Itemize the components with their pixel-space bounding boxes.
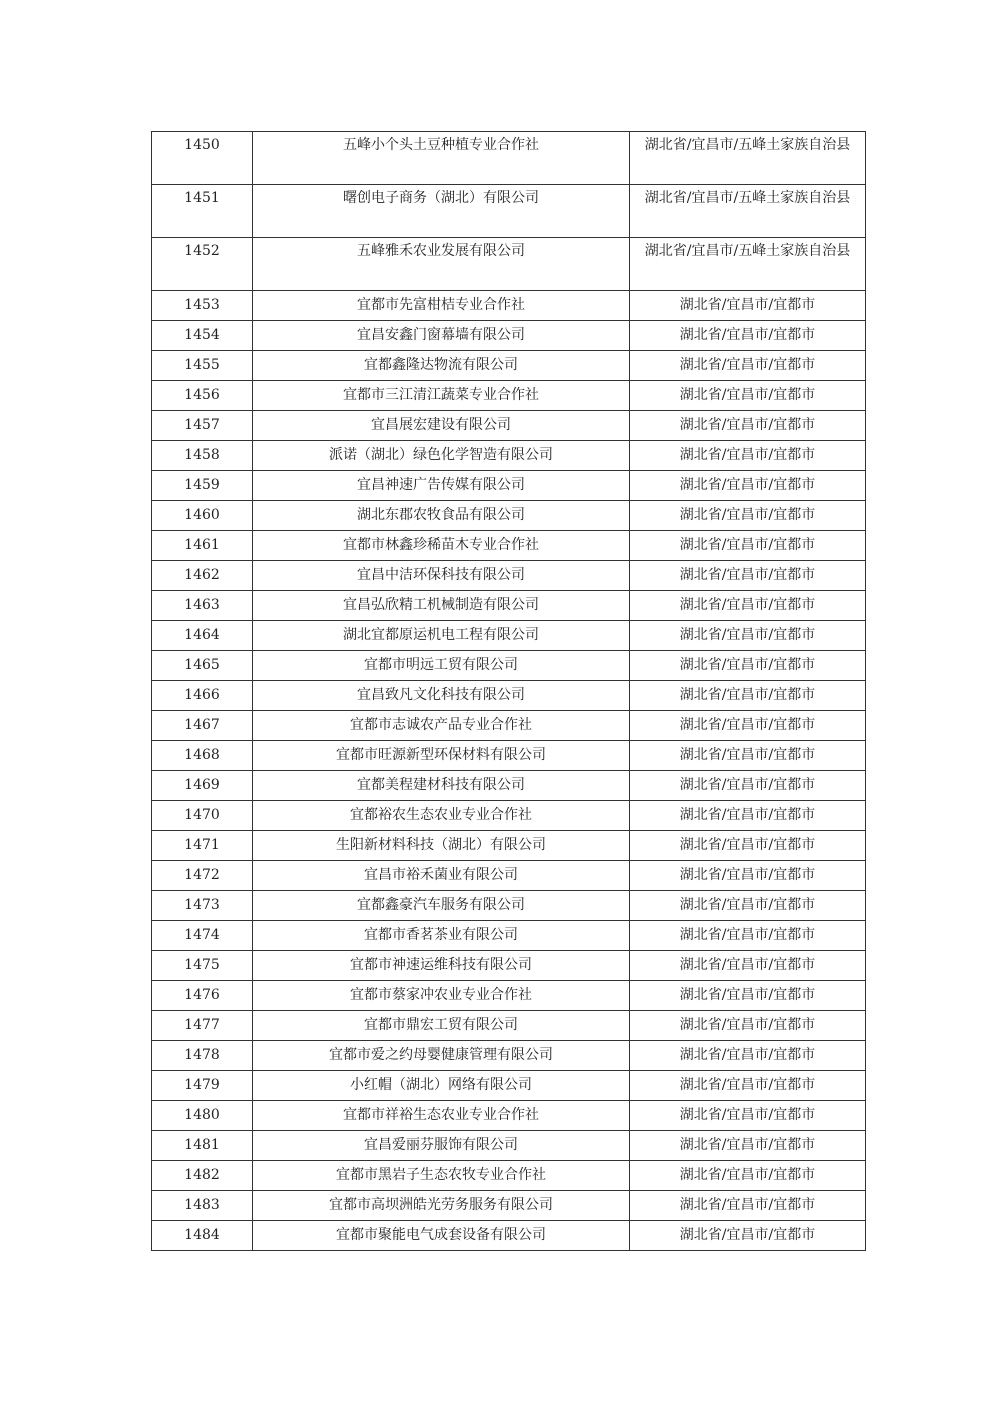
company-name: 湖北东郡农牧食品有限公司 [253,501,630,531]
company-name: 宜昌市裕禾菌业有限公司 [253,861,630,891]
region-cell: 湖北省/宜昌市/宜都市 [630,471,866,501]
row-number: 1483 [152,1191,253,1221]
row-number: 1458 [152,441,253,471]
row-number: 1470 [152,801,253,831]
region-cell: 湖北省/宜昌市/宜都市 [630,411,866,441]
table-row [152,651,866,681]
table-row [152,1221,866,1251]
region-cell: 湖北省/宜昌市/宜都市 [630,351,866,381]
region-cell: 湖北省/宜昌市/宜都市 [630,1191,866,1221]
region-cell: 湖北省/宜昌市/宜都市 [630,441,866,471]
row-number: 1450 [152,132,253,185]
row-number: 1467 [152,711,253,741]
region-cell: 湖北省/宜昌市/宜都市 [630,651,866,681]
region-cell: 湖北省/宜昌市/宜都市 [630,501,866,531]
row-number: 1479 [152,1071,253,1101]
company-name: 宜都市蔡家冲农业专业合作社 [253,981,630,1011]
table-row [152,801,866,831]
region-cell: 湖北省/宜昌市/宜都市 [630,1041,866,1071]
row-number: 1480 [152,1101,253,1131]
region-cell: 湖北省/宜昌市/宜都市 [630,801,866,831]
company-name: 宜都美程建材科技有限公司 [253,771,630,801]
table-row [152,561,866,591]
company-name: 宜昌安鑫门窗幕墙有限公司 [253,321,630,351]
company-name: 宜都裕农生态农业专业合作社 [253,801,630,831]
company-name: 派诺（湖北）绿色化学智造有限公司 [253,441,630,471]
company-name: 宜昌弘欣精工机械制造有限公司 [253,591,630,621]
row-number: 1466 [152,681,253,711]
table-row [152,321,866,351]
region-cell: 湖北省/宜昌市/宜都市 [630,591,866,621]
table-row [152,381,866,411]
row-number: 1451 [152,185,253,238]
table-body [152,132,866,1251]
table-row [152,531,866,561]
row-number: 1471 [152,831,253,861]
region-cell: 湖北省/宜昌市/宜都市 [630,711,866,741]
company-name: 曙创电子商务（湖北）有限公司 [253,185,630,238]
table-row [152,621,866,651]
company-name: 宜都市香茗茶业有限公司 [253,921,630,951]
region-cell: 湖北省/宜昌市/宜都市 [630,951,866,981]
row-number: 1477 [152,1011,253,1041]
row-number: 1456 [152,381,253,411]
company-name: 五峰雅禾农业发展有限公司 [253,238,630,291]
company-name: 宜昌展宏建设有限公司 [253,411,630,441]
row-number: 1475 [152,951,253,981]
company-name: 宜都鑫隆达物流有限公司 [253,351,630,381]
region-cell: 湖北省/宜昌市/宜都市 [630,1011,866,1041]
region-cell: 湖北省/宜昌市/五峰土家族自治县 [630,238,866,291]
table-row [152,411,866,441]
region-cell: 湖北省/宜昌市/宜都市 [630,681,866,711]
table-row [152,951,866,981]
row-number: 1452 [152,238,253,291]
table-row [152,861,866,891]
row-number: 1465 [152,651,253,681]
row-number: 1468 [152,741,253,771]
row-number: 1459 [152,471,253,501]
company-name: 宜都市鼎宏工贸有限公司 [253,1011,630,1041]
region-cell: 湖北省/宜昌市/宜都市 [630,891,866,921]
row-number: 1457 [152,411,253,441]
row-number: 1473 [152,891,253,921]
table-row [152,441,866,471]
table-row [152,501,866,531]
company-name: 宜都市爱之约母婴健康管理有限公司 [253,1041,630,1071]
table-row [152,711,866,741]
company-name: 宜都市林鑫珍稀苗木专业合作社 [253,531,630,561]
row-number: 1484 [152,1221,253,1251]
row-number: 1476 [152,981,253,1011]
region-cell: 湖北省/宜昌市/五峰土家族自治县 [630,132,866,185]
table-row [152,1161,866,1191]
company-name: 宜都市祥裕生态农业专业合作社 [253,1101,630,1131]
company-name: 宜都市旺源新型环保材料有限公司 [253,741,630,771]
region-cell: 湖北省/宜昌市/宜都市 [630,381,866,411]
company-name: 宜都市高坝洲皓光劳务服务有限公司 [253,1191,630,1221]
row-number: 1455 [152,351,253,381]
company-name: 宜昌神速广告传媒有限公司 [253,471,630,501]
row-number: 1481 [152,1131,253,1161]
company-name: 宜都鑫豪汽车服务有限公司 [253,891,630,921]
region-cell: 湖北省/宜昌市/宜都市 [630,1221,866,1251]
table-row [152,981,866,1011]
table-row [152,831,866,861]
company-name: 小红帽（湖北）网络有限公司 [253,1071,630,1101]
table-row [152,1071,866,1101]
table-row [152,291,866,321]
table-row [152,185,866,238]
row-number: 1460 [152,501,253,531]
region-cell: 湖北省/宜昌市/宜都市 [630,561,866,591]
region-cell: 湖北省/宜昌市/宜都市 [630,531,866,561]
company-name: 宜都市先富柑桔专业合作社 [253,291,630,321]
region-cell: 湖北省/宜昌市/五峰土家族自治县 [630,185,866,238]
region-cell: 湖北省/宜昌市/宜都市 [630,1131,866,1161]
row-number: 1463 [152,591,253,621]
row-number: 1462 [152,561,253,591]
table-row [152,1011,866,1041]
table-row [152,591,866,621]
table-row [152,351,866,381]
region-cell: 湖北省/宜昌市/宜都市 [630,1071,866,1101]
region-cell: 湖北省/宜昌市/宜都市 [630,321,866,351]
table-row [152,1101,866,1131]
table-row [152,681,866,711]
table-row [152,132,866,185]
row-number: 1474 [152,921,253,951]
table-row [152,471,866,501]
row-number: 1453 [152,291,253,321]
region-cell: 湖北省/宜昌市/宜都市 [630,1101,866,1131]
region-cell: 湖北省/宜昌市/宜都市 [630,741,866,771]
company-name: 宜昌致凡文化科技有限公司 [253,681,630,711]
table-row [152,1041,866,1071]
table-row [152,741,866,771]
company-name: 生阳新材料科技（湖北）有限公司 [253,831,630,861]
company-name: 宜都市聚能电气成套设备有限公司 [253,1221,630,1251]
row-number: 1469 [152,771,253,801]
company-name: 五峰小个头土豆种植专业合作社 [253,132,630,185]
row-number: 1482 [152,1161,253,1191]
table-row [152,1191,866,1221]
table-row [152,891,866,921]
region-cell: 湖北省/宜昌市/宜都市 [630,831,866,861]
company-name: 宜都市三江清江蔬菜专业合作社 [253,381,630,411]
region-cell: 湖北省/宜昌市/宜都市 [630,921,866,951]
company-name: 宜都市志诚农产品专业合作社 [253,711,630,741]
company-name: 宜都市明远工贸有限公司 [253,651,630,681]
row-number: 1454 [152,321,253,351]
table-row [152,921,866,951]
company-name: 宜都市黑岩子生态农牧专业合作社 [253,1161,630,1191]
company-list-table [151,131,866,1251]
region-cell: 湖北省/宜昌市/宜都市 [630,771,866,801]
region-cell: 湖北省/宜昌市/宜都市 [630,861,866,891]
row-number: 1461 [152,531,253,561]
row-number: 1478 [152,1041,253,1071]
company-name: 宜昌中洁环保科技有限公司 [253,561,630,591]
row-number: 1472 [152,861,253,891]
region-cell: 湖北省/宜昌市/宜都市 [630,1161,866,1191]
table-row [152,238,866,291]
company-name: 宜昌爱丽芬服饰有限公司 [253,1131,630,1161]
company-name: 宜都市神速运维科技有限公司 [253,951,630,981]
table-row [152,771,866,801]
region-cell: 湖北省/宜昌市/宜都市 [630,621,866,651]
region-cell: 湖北省/宜昌市/宜都市 [630,981,866,1011]
table-row [152,1131,866,1161]
row-number: 1464 [152,621,253,651]
company-name: 湖北宜都原运机电工程有限公司 [253,621,630,651]
region-cell: 湖北省/宜昌市/宜都市 [630,291,866,321]
